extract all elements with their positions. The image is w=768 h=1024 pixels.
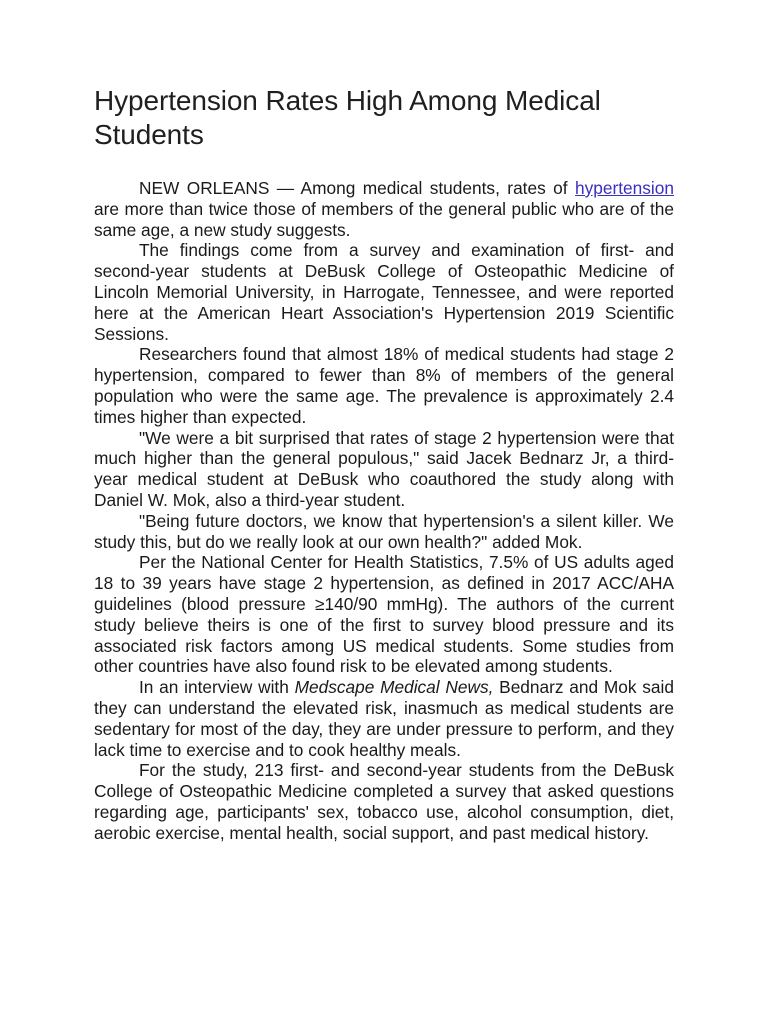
publication-name: Medscape Medical News, <box>294 677 494 698</box>
paragraph-text: In an interview with <box>139 677 295 698</box>
article-title: Hypertension Rates High Among Medical Students <box>94 85 601 150</box>
paragraph: "We were a bit surprised that rates of stage 2 hypertension were that much higher than the general populous," said Jacek Bednarz Jr, a third-year medical student at DeBusk who coauthored the study along with Daniel W. Mok, also a third-year student. <box>94 427 674 510</box>
article-body <box>94 178 674 844</box>
paragraph: Per the National Center for Health Statistics, 7.5% of US adults aged 18 to 39 years have stage 2 hypertension, as defined in 2017 ACC/AHA guidelines (blood pressure ≥140/90 mmHg). The authors of the current study believe theirs is one of the first to survey blood pressure and its associated risk factors among US medical students. Some studies from other countries have also found risk to be elevated among students. <box>94 552 674 677</box>
paragraph: For the study, 213 first- and second-year students from the DeBusk College of Osteopathic Medicine completed a survey that asked questions regarding age, participants' sex, tobacco use, alcohol consumption, diet, aerobic exercise, mental health, social support, and past medical history. <box>94 760 674 843</box>
paragraph <box>94 677 674 760</box>
article <box>94 84 674 844</box>
paragraph-text: are more than twice those of members of the general public who are of the same age, a new study suggests. <box>94 198 674 240</box>
paragraph-text: NEW ORLEANS — Among medical students, rates of <box>139 178 576 198</box>
paragraph-text: Bednarz and Mok said they can understand the elevated risk, inasmuch as medical students are sedentary for most of the day, they are under pressure to perform, and they lack time to exercise and to cook healthy meals. <box>94 677 674 760</box>
paragraph: "Being future doctors, we know that hypertension's a silent killer. We study this, but do we really look at our own health?" added Mok. <box>94 510 674 552</box>
paragraph <box>94 178 674 240</box>
paragraph: Researchers found that almost 18% of medical students had stage 2 hypertension, compared to fewer than 8% of members of the general population who were the same age. The prevalence is approximately 2.4 times higher than expected. <box>94 344 674 427</box>
hypertension-link[interactable]: hypertension <box>575 178 674 198</box>
paragraph: The findings come from a survey and examination of first- and second-year students at DeBusk College of Osteopathic Medicine of Lincoln Memorial University, in Harrogate, Tennessee, and were reported here at the American Heart Association's Hypertension 2019 Scientific Sessions. <box>94 240 674 344</box>
